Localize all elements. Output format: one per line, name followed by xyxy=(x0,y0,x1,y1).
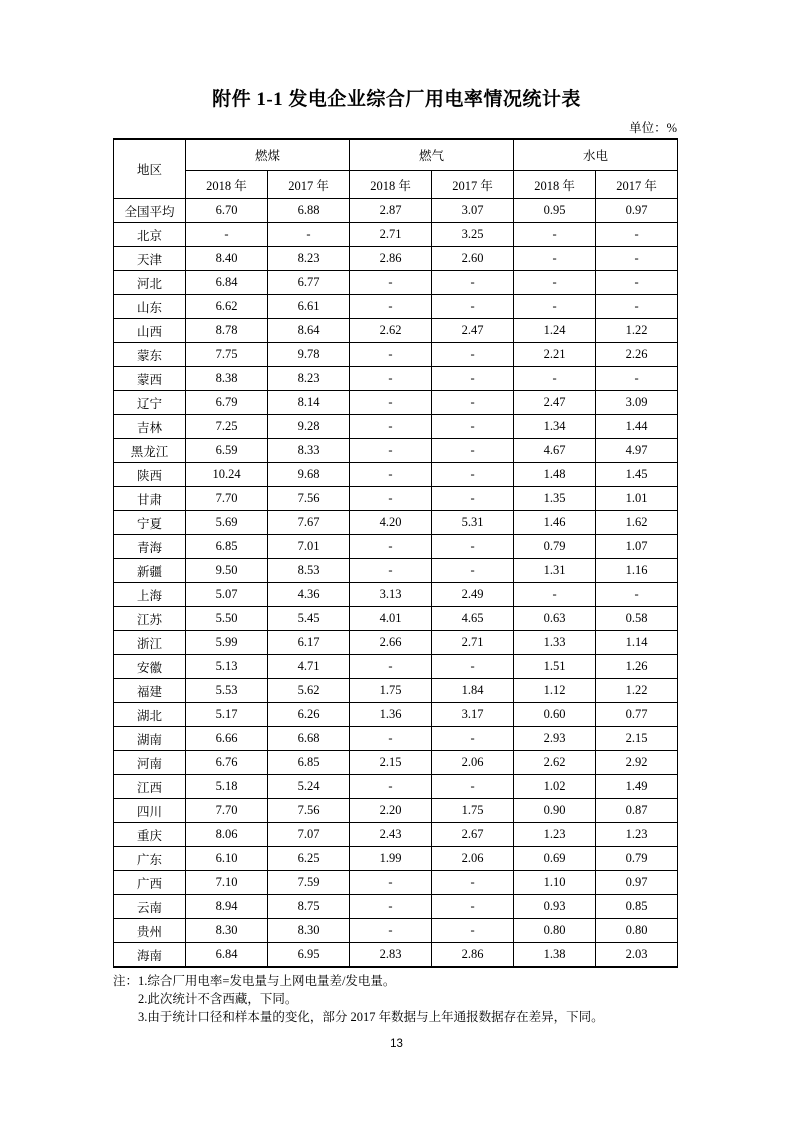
value-cell: - xyxy=(350,463,432,487)
value-cell: 1.31 xyxy=(514,559,596,583)
notes xyxy=(113,972,677,1026)
value-cell: 7.70 xyxy=(186,799,268,823)
value-cell: 2.93 xyxy=(514,727,596,751)
value-cell: 8.78 xyxy=(186,319,268,343)
value-cell: - xyxy=(432,871,514,895)
value-cell: 3.09 xyxy=(596,391,678,415)
value-cell: 1.34 xyxy=(514,415,596,439)
region-cell: 云南 xyxy=(114,895,186,919)
table-row xyxy=(114,559,678,583)
value-cell: 7.56 xyxy=(268,487,350,511)
table-row xyxy=(114,271,678,295)
value-cell: 8.94 xyxy=(186,895,268,919)
region-cell: 全国平均 xyxy=(114,199,186,223)
value-cell: 1.35 xyxy=(514,487,596,511)
table-row xyxy=(114,391,678,415)
value-cell: 6.25 xyxy=(268,847,350,871)
value-cell: 6.61 xyxy=(268,295,350,319)
value-cell: 6.95 xyxy=(268,943,350,968)
value-cell: 2.43 xyxy=(350,823,432,847)
table-section xyxy=(113,121,677,1026)
value-cell: 1.02 xyxy=(514,775,596,799)
value-cell: - xyxy=(350,391,432,415)
value-cell: 0.77 xyxy=(596,703,678,727)
value-cell: - xyxy=(350,415,432,439)
value-cell: 7.70 xyxy=(186,487,268,511)
value-cell: 9.78 xyxy=(268,343,350,367)
value-cell: 6.76 xyxy=(186,751,268,775)
value-cell: 5.45 xyxy=(268,607,350,631)
value-cell: 5.99 xyxy=(186,631,268,655)
value-cell: 2.26 xyxy=(596,343,678,367)
value-cell: 0.80 xyxy=(596,919,678,943)
value-cell: 4.20 xyxy=(350,511,432,535)
value-cell: 1.44 xyxy=(596,415,678,439)
value-cell: - xyxy=(350,919,432,943)
value-cell: - xyxy=(350,559,432,583)
value-cell: 5.53 xyxy=(186,679,268,703)
region-cell: 安徽 xyxy=(114,655,186,679)
value-cell: 2.49 xyxy=(432,583,514,607)
value-cell: 5.07 xyxy=(186,583,268,607)
value-cell: 2.62 xyxy=(350,319,432,343)
value-cell: 0.87 xyxy=(596,799,678,823)
value-cell: 6.62 xyxy=(186,295,268,319)
table-row xyxy=(114,367,678,391)
value-cell: 1.75 xyxy=(350,679,432,703)
table-row xyxy=(114,295,678,319)
value-cell: 6.26 xyxy=(268,703,350,727)
region-cell: 陕西 xyxy=(114,463,186,487)
region-cell: 海南 xyxy=(114,943,186,968)
page-number: 13 xyxy=(390,1038,403,1050)
value-cell: 1.01 xyxy=(596,487,678,511)
value-cell: 0.60 xyxy=(514,703,596,727)
value-cell: 8.30 xyxy=(186,919,268,943)
value-cell: 5.69 xyxy=(186,511,268,535)
value-cell: 1.99 xyxy=(350,847,432,871)
region-cell: 浙江 xyxy=(114,631,186,655)
table-row xyxy=(114,703,678,727)
value-cell: 2.21 xyxy=(514,343,596,367)
column-group-hydro: 水电 xyxy=(514,139,678,171)
table-row xyxy=(114,823,678,847)
value-cell: 8.23 xyxy=(268,247,350,271)
value-cell: - xyxy=(432,559,514,583)
value-cell: - xyxy=(432,463,514,487)
value-cell: 4.36 xyxy=(268,583,350,607)
region-cell: 北京 xyxy=(114,223,186,247)
value-cell: 7.10 xyxy=(186,871,268,895)
region-cell: 山东 xyxy=(114,295,186,319)
value-cell: - xyxy=(432,775,514,799)
table-row xyxy=(114,343,678,367)
value-cell: 8.64 xyxy=(268,319,350,343)
value-cell: 8.75 xyxy=(268,895,350,919)
column-header-region: 地区 xyxy=(114,139,186,199)
value-cell: 8.06 xyxy=(186,823,268,847)
table-row xyxy=(114,871,678,895)
value-cell: - xyxy=(432,295,514,319)
value-cell: 6.68 xyxy=(268,727,350,751)
region-cell: 吉林 xyxy=(114,415,186,439)
value-cell: - xyxy=(432,439,514,463)
region-cell: 重庆 xyxy=(114,823,186,847)
value-cell: 1.26 xyxy=(596,655,678,679)
note-item: 3.由于统计口径和样本量的变化，部分 2017 年数据与上年通报数据存在差异，下同。 xyxy=(138,1010,604,1024)
table-row xyxy=(114,919,678,943)
value-cell: 0.58 xyxy=(596,607,678,631)
value-cell: - xyxy=(268,223,350,247)
table-body xyxy=(114,199,678,968)
value-cell: 8.23 xyxy=(268,367,350,391)
value-cell: 2.66 xyxy=(350,631,432,655)
table-row xyxy=(114,847,678,871)
region-cell: 新疆 xyxy=(114,559,186,583)
unit-label: 单位：% xyxy=(629,121,677,135)
table-row xyxy=(114,535,678,559)
value-cell: 3.13 xyxy=(350,583,432,607)
value-cell: 0.90 xyxy=(514,799,596,823)
value-cell: - xyxy=(350,295,432,319)
value-cell: 1.33 xyxy=(514,631,596,655)
value-cell: 1.48 xyxy=(514,463,596,487)
value-cell: 7.56 xyxy=(268,799,350,823)
value-cell: 2.62 xyxy=(514,751,596,775)
value-cell: 6.77 xyxy=(268,271,350,295)
value-cell: 10.24 xyxy=(186,463,268,487)
value-cell: 2.06 xyxy=(432,847,514,871)
statistics-table xyxy=(113,138,678,968)
region-cell: 辽宁 xyxy=(114,391,186,415)
value-cell: 2.86 xyxy=(432,943,514,968)
region-cell: 天津 xyxy=(114,247,186,271)
region-cell: 青海 xyxy=(114,535,186,559)
column-header-gas-2017: 2017 年 xyxy=(432,171,514,199)
value-cell: 3.25 xyxy=(432,223,514,247)
value-cell: 2.06 xyxy=(432,751,514,775)
column-header-coal-2018: 2018 年 xyxy=(186,171,268,199)
table-row xyxy=(114,607,678,631)
table-row xyxy=(114,655,678,679)
value-cell: 1.07 xyxy=(596,535,678,559)
region-cell: 河南 xyxy=(114,751,186,775)
region-cell: 江苏 xyxy=(114,607,186,631)
value-cell: 4.67 xyxy=(514,439,596,463)
value-cell: 8.14 xyxy=(268,391,350,415)
region-cell: 湖南 xyxy=(114,727,186,751)
value-cell: 0.85 xyxy=(596,895,678,919)
value-cell: 0.97 xyxy=(596,199,678,223)
value-cell: 0.63 xyxy=(514,607,596,631)
region-cell: 福建 xyxy=(114,679,186,703)
region-cell: 江西 xyxy=(114,775,186,799)
value-cell: 1.24 xyxy=(514,319,596,343)
table-row xyxy=(114,247,678,271)
value-cell: - xyxy=(432,367,514,391)
value-cell: 1.23 xyxy=(514,823,596,847)
region-cell: 黑龙江 xyxy=(114,439,186,463)
value-cell: - xyxy=(432,487,514,511)
table-row xyxy=(114,775,678,799)
value-cell: - xyxy=(432,271,514,295)
value-cell: 6.84 xyxy=(186,943,268,968)
value-cell: 2.60 xyxy=(432,247,514,271)
table-row xyxy=(114,511,678,535)
value-cell: 6.59 xyxy=(186,439,268,463)
region-cell: 蒙东 xyxy=(114,343,186,367)
value-cell: 6.10 xyxy=(186,847,268,871)
value-cell: 3.17 xyxy=(432,703,514,727)
table-row xyxy=(114,463,678,487)
region-cell: 甘肃 xyxy=(114,487,186,511)
value-cell: 0.79 xyxy=(596,847,678,871)
value-cell: 9.68 xyxy=(268,463,350,487)
value-cell: 2.83 xyxy=(350,943,432,968)
region-cell: 宁夏 xyxy=(114,511,186,535)
region-cell: 四川 xyxy=(114,799,186,823)
value-cell: - xyxy=(350,655,432,679)
value-cell: - xyxy=(596,295,678,319)
value-cell: 1.10 xyxy=(514,871,596,895)
value-cell: 0.93 xyxy=(514,895,596,919)
value-cell: 4.01 xyxy=(350,607,432,631)
value-cell: 0.80 xyxy=(514,919,596,943)
notes-label: 注： xyxy=(113,974,139,988)
value-cell: 2.86 xyxy=(350,247,432,271)
value-cell: 1.23 xyxy=(596,823,678,847)
value-cell: 2.20 xyxy=(350,799,432,823)
notes-lines xyxy=(138,972,677,1026)
value-cell: 6.79 xyxy=(186,391,268,415)
table-row xyxy=(114,727,678,751)
value-cell: - xyxy=(350,487,432,511)
value-cell: - xyxy=(350,271,432,295)
value-cell: - xyxy=(432,727,514,751)
value-cell: 8.38 xyxy=(186,367,268,391)
value-cell: 5.31 xyxy=(432,511,514,535)
value-cell: 7.67 xyxy=(268,511,350,535)
value-cell: 1.62 xyxy=(596,511,678,535)
value-cell: 6.85 xyxy=(268,751,350,775)
header-year-row xyxy=(114,171,678,199)
value-cell: 6.70 xyxy=(186,199,268,223)
value-cell: 7.75 xyxy=(186,343,268,367)
value-cell: - xyxy=(514,223,596,247)
value-cell: 1.45 xyxy=(596,463,678,487)
value-cell: 0.97 xyxy=(596,871,678,895)
value-cell: 5.50 xyxy=(186,607,268,631)
value-cell: 4.71 xyxy=(268,655,350,679)
value-cell: - xyxy=(350,343,432,367)
value-cell: 9.28 xyxy=(268,415,350,439)
value-cell: 6.88 xyxy=(268,199,350,223)
value-cell: 0.79 xyxy=(514,535,596,559)
value-cell: 7.25 xyxy=(186,415,268,439)
value-cell: 1.38 xyxy=(514,943,596,968)
table-row xyxy=(114,799,678,823)
value-cell: - xyxy=(432,343,514,367)
table-row xyxy=(114,319,678,343)
value-cell: 2.67 xyxy=(432,823,514,847)
value-cell: - xyxy=(350,871,432,895)
value-cell: 5.17 xyxy=(186,703,268,727)
value-cell: 1.51 xyxy=(514,655,596,679)
value-cell: - xyxy=(514,271,596,295)
value-cell: - xyxy=(432,535,514,559)
value-cell: 7.59 xyxy=(268,871,350,895)
value-cell: 6.17 xyxy=(268,631,350,655)
region-cell: 广东 xyxy=(114,847,186,871)
value-cell: - xyxy=(514,367,596,391)
value-cell: - xyxy=(350,367,432,391)
page-title: 附件 1-1 发电企业综合厂用电率情况统计表 xyxy=(212,89,581,110)
value-cell: - xyxy=(514,295,596,319)
value-cell: 1.16 xyxy=(596,559,678,583)
table-row xyxy=(114,223,678,247)
value-cell: 1.14 xyxy=(596,631,678,655)
value-cell: 2.15 xyxy=(350,751,432,775)
table-row xyxy=(114,943,678,968)
value-cell: - xyxy=(596,583,678,607)
value-cell: 7.07 xyxy=(268,823,350,847)
value-cell: 1.22 xyxy=(596,319,678,343)
value-cell: - xyxy=(432,655,514,679)
value-cell: 6.84 xyxy=(186,271,268,295)
value-cell: 6.85 xyxy=(186,535,268,559)
region-cell: 上海 xyxy=(114,583,186,607)
value-cell: - xyxy=(514,583,596,607)
table-row xyxy=(114,415,678,439)
value-cell: - xyxy=(432,391,514,415)
value-cell: - xyxy=(596,367,678,391)
value-cell: 9.50 xyxy=(186,559,268,583)
value-cell: - xyxy=(350,535,432,559)
value-cell: 2.47 xyxy=(432,319,514,343)
value-cell: - xyxy=(432,895,514,919)
value-cell: 4.65 xyxy=(432,607,514,631)
value-cell: - xyxy=(432,415,514,439)
value-cell: - xyxy=(186,223,268,247)
value-cell: 1.75 xyxy=(432,799,514,823)
value-cell: 3.07 xyxy=(432,199,514,223)
region-cell: 广西 xyxy=(114,871,186,895)
table-row xyxy=(114,199,678,223)
value-cell: 2.92 xyxy=(596,751,678,775)
table-row xyxy=(114,679,678,703)
value-cell: 8.33 xyxy=(268,439,350,463)
value-cell: 1.84 xyxy=(432,679,514,703)
value-cell: 1.36 xyxy=(350,703,432,727)
value-cell: 1.12 xyxy=(514,679,596,703)
table-row xyxy=(114,631,678,655)
column-group-gas: 燃气 xyxy=(350,139,514,171)
value-cell: 2.47 xyxy=(514,391,596,415)
note-item: 1.综合厂用电率=发电量与上网电量差/发电量。 xyxy=(138,974,396,988)
column-group-coal: 燃煤 xyxy=(186,139,350,171)
value-cell: - xyxy=(350,439,432,463)
value-cell: - xyxy=(514,247,596,271)
value-cell: 4.97 xyxy=(596,439,678,463)
value-cell: 2.71 xyxy=(350,223,432,247)
table-row xyxy=(114,439,678,463)
value-cell: 2.87 xyxy=(350,199,432,223)
value-cell: - xyxy=(596,271,678,295)
region-cell: 河北 xyxy=(114,271,186,295)
value-cell: 2.71 xyxy=(432,631,514,655)
region-cell: 湖北 xyxy=(114,703,186,727)
value-cell: 8.53 xyxy=(268,559,350,583)
value-cell: 8.30 xyxy=(268,919,350,943)
region-cell: 贵州 xyxy=(114,919,186,943)
column-header-gas-2018: 2018 年 xyxy=(350,171,432,199)
value-cell: 5.62 xyxy=(268,679,350,703)
value-cell: 6.66 xyxy=(186,727,268,751)
table-row xyxy=(114,583,678,607)
table-row xyxy=(114,751,678,775)
value-cell: - xyxy=(350,727,432,751)
value-cell: - xyxy=(350,895,432,919)
value-cell: 5.24 xyxy=(268,775,350,799)
region-cell: 山西 xyxy=(114,319,186,343)
value-cell: 8.40 xyxy=(186,247,268,271)
column-header-hydro-2018: 2018 年 xyxy=(514,171,596,199)
value-cell: 5.18 xyxy=(186,775,268,799)
note-item: 2.此次统计不含西藏，下同。 xyxy=(138,992,298,1006)
value-cell: 1.46 xyxy=(514,511,596,535)
value-cell: 0.95 xyxy=(514,199,596,223)
value-cell: 2.15 xyxy=(596,727,678,751)
table-header xyxy=(114,139,678,199)
column-header-hydro-2017: 2017 年 xyxy=(596,171,678,199)
value-cell: - xyxy=(596,247,678,271)
value-cell: 1.22 xyxy=(596,679,678,703)
value-cell: - xyxy=(350,775,432,799)
table-row xyxy=(114,895,678,919)
table-row xyxy=(114,487,678,511)
value-cell: 1.49 xyxy=(596,775,678,799)
header-group-row xyxy=(114,139,678,171)
value-cell: 5.13 xyxy=(186,655,268,679)
value-cell: 0.69 xyxy=(514,847,596,871)
column-header-coal-2017: 2017 年 xyxy=(268,171,350,199)
value-cell: - xyxy=(432,919,514,943)
value-cell: 7.01 xyxy=(268,535,350,559)
region-cell: 蒙西 xyxy=(114,367,186,391)
value-cell: 2.03 xyxy=(596,943,678,968)
value-cell: - xyxy=(596,223,678,247)
